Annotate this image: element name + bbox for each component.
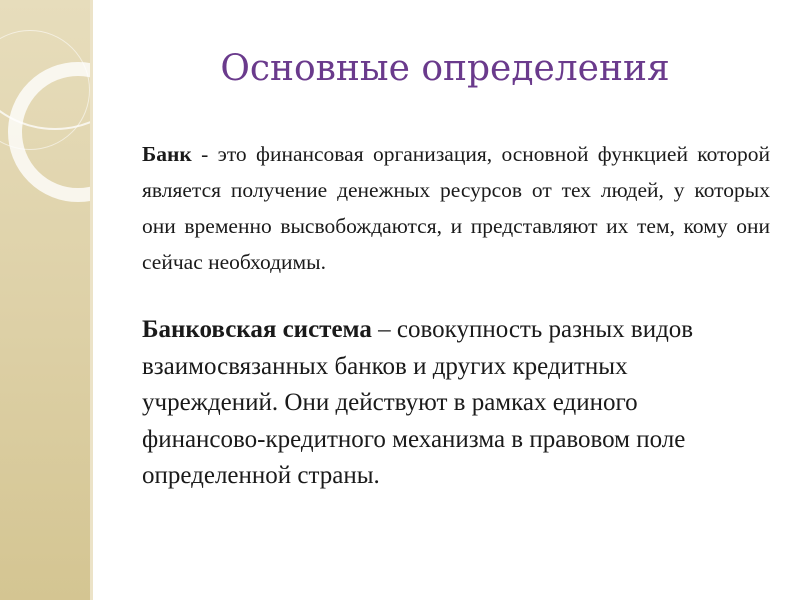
definition-text: - это финансовая организация, основной функцией которой является получение денежных ресурсов от тех людей, у которых они временно высвобождаются, и представляют их тем, кому они сейчас необходимы. [142,142,770,274]
side-band-edge [90,0,93,600]
definition-text: – совокупность разных видов взаимосвязанных банков и других кредитных учреждений. Они действуют в рамках единого финансово-кредитного механизма в правовом поле определенной страны. [142,316,694,489]
definition-bank [142,136,770,280]
definition-banking-system [142,312,762,495]
slide-title: Основные определения [220,48,670,89]
definition-term: Банк [142,142,192,166]
decorative-side-band [0,0,90,600]
definition-term: Банковская система [142,316,372,343]
